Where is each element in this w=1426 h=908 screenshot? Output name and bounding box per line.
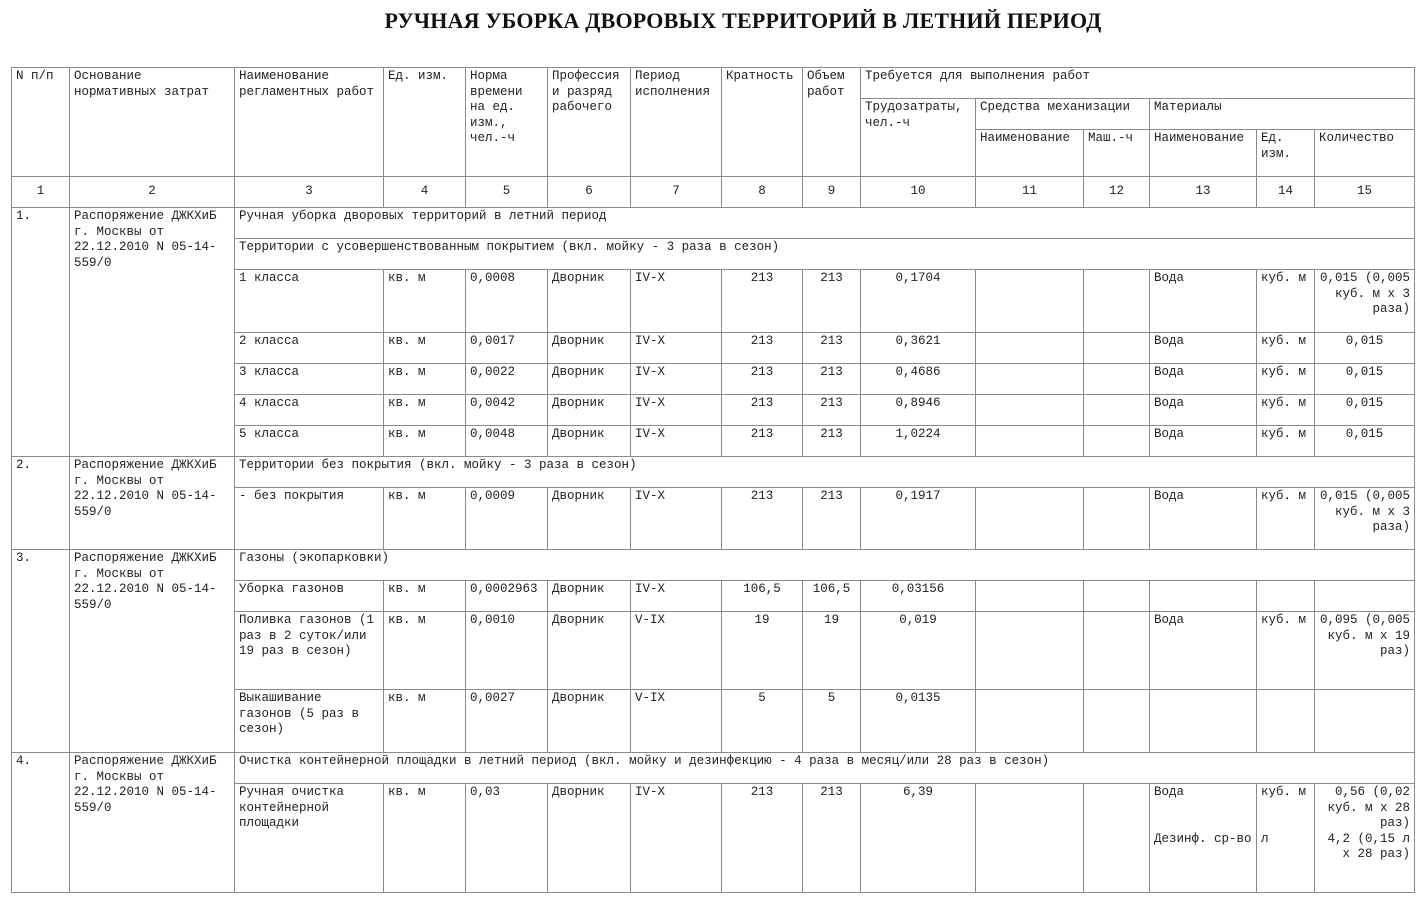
material-qty	[1315, 784, 1415, 893]
section-subtitle: Территории с усовершенствованным покрытием (вкл. мойку - 3 раза в сезон)	[235, 239, 1415, 270]
mech-name	[976, 581, 1084, 612]
section-basis: Распоряжение ДЖКХиБ г. Москвы от 22.12.2010 N 05-14-559/0	[70, 457, 235, 550]
col-number: 10	[861, 177, 976, 208]
material-unit: куб. м	[1257, 488, 1315, 550]
header-mech-hours: Маш.-ч	[1084, 130, 1150, 177]
material-name: Вода	[1150, 612, 1257, 690]
multiplicity: 19	[722, 612, 803, 690]
header-profession: Профессия и разряд рабочего	[548, 68, 631, 177]
norm: 0,0009	[466, 488, 548, 550]
norm: 0,0017	[466, 333, 548, 364]
profession: Дворник	[548, 395, 631, 426]
material-qty: 0,015	[1315, 364, 1415, 395]
work-name: 3 класса	[235, 364, 384, 395]
section-number: 2.	[12, 457, 70, 550]
header-norm: Норма времени на ед. изм., чел.-ч	[466, 68, 548, 177]
material-name-water: Вода	[1154, 785, 1185, 799]
material-qty-water: 0,56 (0,02 куб. м x 28 раз)	[1327, 785, 1411, 830]
material-name	[1150, 690, 1257, 753]
period: IV-X	[631, 488, 722, 550]
volume: 19	[803, 612, 861, 690]
material-unit	[1257, 784, 1315, 893]
section-number: 1.	[12, 208, 70, 457]
volume: 213	[803, 333, 861, 364]
unit: кв. м	[384, 395, 466, 426]
header-mech-name: Наименование	[976, 130, 1084, 177]
work-name: 4 класса	[235, 395, 384, 426]
profession: Дворник	[548, 426, 631, 457]
col-number: 8	[722, 177, 803, 208]
multiplicity: 213	[722, 784, 803, 893]
mech-name	[976, 333, 1084, 364]
norm: 0,0048	[466, 426, 548, 457]
material-unit-disinfectant: л	[1261, 831, 1269, 846]
col-number: 1	[12, 177, 70, 208]
header-materials: Материалы	[1150, 99, 1415, 130]
material-name	[1150, 784, 1257, 893]
material-qty	[1315, 690, 1415, 753]
section-title: Газоны (экопарковки)	[235, 550, 1415, 581]
period: IV-X	[631, 270, 722, 333]
section-4-title-row	[12, 753, 1415, 784]
profession: Дворник	[548, 581, 631, 612]
col-number: 6	[548, 177, 631, 208]
work-name: Уборка газонов	[235, 581, 384, 612]
header-period: Период исполнения	[631, 68, 722, 177]
header-required: Требуется для выполнения работ	[861, 68, 1415, 99]
material-unit	[1257, 581, 1315, 612]
volume: 5	[803, 690, 861, 753]
material-name: Вода	[1150, 395, 1257, 426]
material-name: Вода	[1150, 270, 1257, 333]
norms-table	[11, 67, 1415, 893]
material-name	[1150, 581, 1257, 612]
section-title: Очистка контейнерной площадки в летний период (вкл. мойку и дезинфекцию - 4 раза в месяц/или 28 раз в сезон)	[235, 753, 1415, 784]
mech-hours	[1084, 395, 1150, 426]
labor: 0,8946	[861, 395, 976, 426]
header-work-name: Наименование регламентных работ	[235, 68, 384, 177]
multiplicity: 213	[722, 426, 803, 457]
labor: 1,0224	[861, 426, 976, 457]
work-name: Поливка газонов (1 раз в 2 суток/или 19 раз в сезон)	[235, 612, 384, 690]
section-3-title-row	[12, 550, 1415, 581]
mech-name	[976, 488, 1084, 550]
section-number: 3.	[12, 550, 70, 753]
multiplicity: 213	[722, 488, 803, 550]
work-name: Ручная очистка контейнерной площадки	[235, 784, 384, 893]
mech-hours	[1084, 270, 1150, 333]
work-name: 5 класса	[235, 426, 384, 457]
col-number: 12	[1084, 177, 1150, 208]
mech-hours	[1084, 364, 1150, 395]
header-volume: Объем работ	[803, 68, 861, 177]
material-unit: куб. м	[1257, 395, 1315, 426]
material-qty	[1315, 581, 1415, 612]
col-number: 5	[466, 177, 548, 208]
volume: 213	[803, 426, 861, 457]
mech-name	[976, 364, 1084, 395]
mech-hours	[1084, 426, 1150, 457]
labor: 6,39	[861, 784, 976, 893]
mech-name	[976, 426, 1084, 457]
material-name: Вода	[1150, 333, 1257, 364]
profession: Дворник	[548, 690, 631, 753]
section-basis: Распоряжение ДЖКХиБ г. Москвы от 22.12.2010 N 05-14-559/0	[70, 753, 235, 893]
mech-hours	[1084, 581, 1150, 612]
col-number: 13	[1150, 177, 1257, 208]
volume: 106,5	[803, 581, 861, 612]
header-row-1	[12, 68, 1415, 99]
material-unit: куб. м	[1257, 364, 1315, 395]
profession: Дворник	[548, 270, 631, 333]
volume: 213	[803, 784, 861, 893]
mech-name	[976, 612, 1084, 690]
material-name-disinfectant: Дезинф. ср-во	[1154, 831, 1252, 846]
labor: 0,019	[861, 612, 976, 690]
profession: Дворник	[548, 784, 631, 893]
header-mat-name: Наименование	[1150, 130, 1257, 177]
norm: 0,0010	[466, 612, 548, 690]
norm: 0,0027	[466, 690, 548, 753]
norm: 0,0002963	[466, 581, 548, 612]
col-number: 2	[70, 177, 235, 208]
col-number: 4	[384, 177, 466, 208]
section-basis: Распоряжение ДЖКХиБ г. Москвы от 22.12.2010 N 05-14-559/0	[70, 550, 235, 753]
multiplicity: 213	[722, 270, 803, 333]
labor: 0,3621	[861, 333, 976, 364]
period: IV-X	[631, 333, 722, 364]
unit: кв. м	[384, 784, 466, 893]
mech-hours	[1084, 612, 1150, 690]
multiplicity: 213	[722, 333, 803, 364]
unit: кв. м	[384, 270, 466, 333]
header-mat-qty: Количество	[1315, 130, 1415, 177]
material-unit	[1257, 690, 1315, 753]
mech-name	[976, 690, 1084, 753]
col-number: 15	[1315, 177, 1415, 208]
section-2-title-row	[12, 457, 1415, 488]
material-qty: 0,015 (0,005 куб. м x 3 раза)	[1315, 270, 1415, 333]
column-numbers-row	[12, 177, 1415, 208]
col-number: 11	[976, 177, 1084, 208]
multiplicity: 213	[722, 395, 803, 426]
section-1-title-row	[12, 208, 1415, 239]
unit: кв. м	[384, 690, 466, 753]
multiplicity: 106,5	[722, 581, 803, 612]
material-unit: куб. м	[1257, 333, 1315, 364]
mech-name	[976, 395, 1084, 426]
col-number: 3	[235, 177, 384, 208]
norm: 0,0042	[466, 395, 548, 426]
header-multiplicity: Кратность	[722, 68, 803, 177]
mech-hours	[1084, 333, 1150, 364]
unit: кв. м	[384, 333, 466, 364]
material-qty: 0,015	[1315, 333, 1415, 364]
period: IV-X	[631, 581, 722, 612]
document-title: РУЧНАЯ УБОРКА ДВОРОВЫХ ТЕРРИТОРИЙ В ЛЕТНИЙ ПЕРИОД	[384, 8, 1102, 33]
volume: 213	[803, 270, 861, 333]
work-name: Выкашивание газонов (5 раз в сезон)	[235, 690, 384, 753]
header-mechanization: Средства механизации	[976, 99, 1150, 130]
section-title: Территории без покрытия (вкл. мойку - 3 раза в сезон)	[235, 457, 1415, 488]
work-name: 2 класса	[235, 333, 384, 364]
material-name: Вода	[1150, 488, 1257, 550]
header-labor: Трудозатраты, чел.-ч	[861, 99, 976, 177]
material-name: Вода	[1150, 426, 1257, 457]
col-number: 9	[803, 177, 861, 208]
col-number: 7	[631, 177, 722, 208]
material-qty-disinfectant: 4,2 (0,15 л x 28 раз)	[1327, 831, 1411, 861]
unit: кв. м	[384, 426, 466, 457]
volume: 213	[803, 488, 861, 550]
period: IV-X	[631, 364, 722, 395]
mech-name	[976, 784, 1084, 893]
material-unit: куб. м	[1257, 612, 1315, 690]
norm: 0,0022	[466, 364, 548, 395]
profession: Дворник	[548, 364, 631, 395]
unit: кв. м	[384, 488, 466, 550]
period: IV-X	[631, 426, 722, 457]
period: IV-X	[631, 395, 722, 426]
norm: 0,0008	[466, 270, 548, 333]
period: V-IX	[631, 612, 722, 690]
multiplicity: 5	[722, 690, 803, 753]
section-basis: Распоряжение ДЖКХиБ г. Москвы от 22.12.2010 N 05-14-559/0	[70, 208, 235, 457]
mech-name	[976, 270, 1084, 333]
labor: 0,03156	[861, 581, 976, 612]
material-qty: 0,015 (0,005 куб. м x 3 раза)	[1315, 488, 1415, 550]
labor: 0,0135	[861, 690, 976, 753]
section-number: 4.	[12, 753, 70, 893]
material-qty: 0,095 (0,005 куб. м x 19 раз)	[1315, 612, 1415, 690]
material-name: Вода	[1150, 364, 1257, 395]
period: V-IX	[631, 690, 722, 753]
work-name: - без покрытия	[235, 488, 384, 550]
labor: 0,1704	[861, 270, 976, 333]
work-name: 1 класса	[235, 270, 384, 333]
multiplicity: 213	[722, 364, 803, 395]
unit: кв. м	[384, 581, 466, 612]
material-qty: 0,015	[1315, 426, 1415, 457]
norm: 0,03	[466, 784, 548, 893]
period: IV-X	[631, 784, 722, 893]
header-unit: Ед. изм.	[384, 68, 466, 177]
volume: 213	[803, 364, 861, 395]
section-title: Ручная уборка дворовых территорий в летний период	[235, 208, 1415, 239]
col-number: 14	[1257, 177, 1315, 208]
unit: кв. м	[384, 612, 466, 690]
mech-hours	[1084, 784, 1150, 893]
material-unit: куб. м	[1257, 270, 1315, 333]
material-qty: 0,015	[1315, 395, 1415, 426]
labor: 0,4686	[861, 364, 976, 395]
profession: Дворник	[548, 333, 631, 364]
mech-hours	[1084, 690, 1150, 753]
header-basis: Основание нормативных затрат	[70, 68, 235, 177]
unit: кв. м	[384, 364, 466, 395]
profession: Дворник	[548, 488, 631, 550]
profession: Дворник	[548, 612, 631, 690]
volume: 213	[803, 395, 861, 426]
labor: 0,1917	[861, 488, 976, 550]
material-unit-water: куб. м	[1261, 785, 1307, 799]
header-np: N п/п	[12, 68, 70, 177]
header-mat-unit: Ед. изм.	[1257, 130, 1315, 177]
mech-hours	[1084, 488, 1150, 550]
material-unit: куб. м	[1257, 426, 1315, 457]
